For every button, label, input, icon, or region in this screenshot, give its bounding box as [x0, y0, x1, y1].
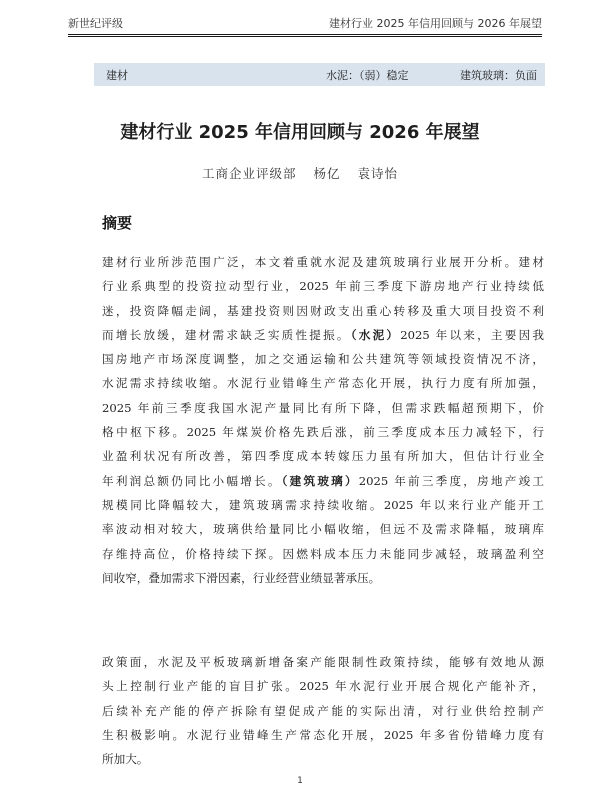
page-header	[68, 12, 542, 34]
text-line: 存维持高位，价格持续下探。因燃料成本压力未能同步减轻，玻璃盈利空	[102, 546, 544, 561]
industry-label: 建材	[106, 68, 128, 82]
rating-outlook-bar	[94, 63, 545, 86]
text-line: 后续补充产能的停产拆除有望促成产能的实际出清，对行业供给控制产	[102, 703, 544, 718]
author-name: 袁诗怡	[357, 166, 398, 181]
policy-paragraph	[102, 650, 544, 774]
section-heading-abstract: 摘要	[102, 214, 133, 232]
text-line: 格中枢下移。2025 年煤炭价格先跌后涨，前三季度成本压力减轻下，行	[102, 425, 544, 440]
glass-outlook: 建筑玻璃：负面	[460, 68, 537, 82]
department-name: 工商企业评级部	[201, 166, 297, 181]
page-number: 1	[297, 776, 303, 786]
text-line: 头上控制行业产能的盲目扩张。2025 年水泥行业开展合规化产能补齐，	[102, 679, 544, 694]
text-run: 2025 年前三季度，房地产竣工	[358, 473, 544, 488]
text-line: 行业系典型的投资拉动型行业，2025 年前三季度下游房地产行业持续低	[102, 279, 544, 294]
text-run: 2025 年以来，主要因我	[400, 327, 544, 342]
cement-outlook: 水泥：（弱）稳定	[326, 68, 409, 82]
header-report-title: 建材行业 2025 年信用回顾与 2026 年展望	[329, 17, 542, 30]
authors-line	[0, 164, 600, 182]
text-line	[102, 323, 544, 347]
text-run: 年利润总额仍同比小幅增长。	[102, 473, 282, 488]
text-run: 而增长放缓，建材需求缺乏实质性提振。	[102, 327, 351, 342]
text-line: 建材行业所涉范围广泛，本文着重就水泥及建筑玻璃行业展开分析。建材	[102, 255, 544, 269]
text-line: 间收窄，叠加需求下滑因素，行业经营业绩显著承压。	[102, 570, 381, 585]
text-line: 率波动相对较大，玻璃供给量同比小幅收缩，但远不及需求降幅，玻璃库	[102, 522, 544, 537]
text-line: 政策面，水泥及平板玻璃新增备案产能限制性政策持续，能够有效地从源	[102, 655, 544, 669]
text-line: 生积极影响。水泥行业错峰生产常态化开展，2025 年多省份错峰力度有	[102, 727, 544, 742]
text-line: 迷，投资降幅走阔，基建投资则因财政支出重心转移及重大项目投资不利	[102, 303, 544, 318]
header-divider	[68, 34, 542, 35]
text-line: 业盈利状况有所改善，第四季度成本转嫁压力虽有所加大，但估计行业全	[102, 449, 544, 464]
text-line	[102, 469, 544, 493]
author-name: 杨亿	[313, 166, 341, 181]
agency-name: 新世纪评级	[68, 17, 123, 30]
text-line: 所加大。	[102, 752, 149, 767]
abstract-paragraph	[102, 250, 544, 590]
glass-subheading: （建筑玻璃）	[281, 473, 359, 488]
cement-subheading: （水泥）	[350, 327, 401, 342]
text-line: 国房地产市场深度调整，加之交通运输和公共建筑等领域投资情况不济，	[102, 352, 544, 367]
text-line: 2025 年前三季度我国水泥产量同比有所下降，但需求跌幅超预期下，价	[102, 400, 544, 415]
report-title: 建材行业 2025 年信用回顾与 2026 年展望	[120, 122, 480, 143]
text-line: 水泥需求持续收缩。水泥行业错峰生产常态化开展，执行力度有所加强，	[102, 376, 544, 391]
text-line: 规模同比降幅较大，建筑玻璃需求持续收缩。2025 年以来行业产能开工	[102, 497, 544, 512]
header-divider-secondary	[68, 36, 542, 37]
